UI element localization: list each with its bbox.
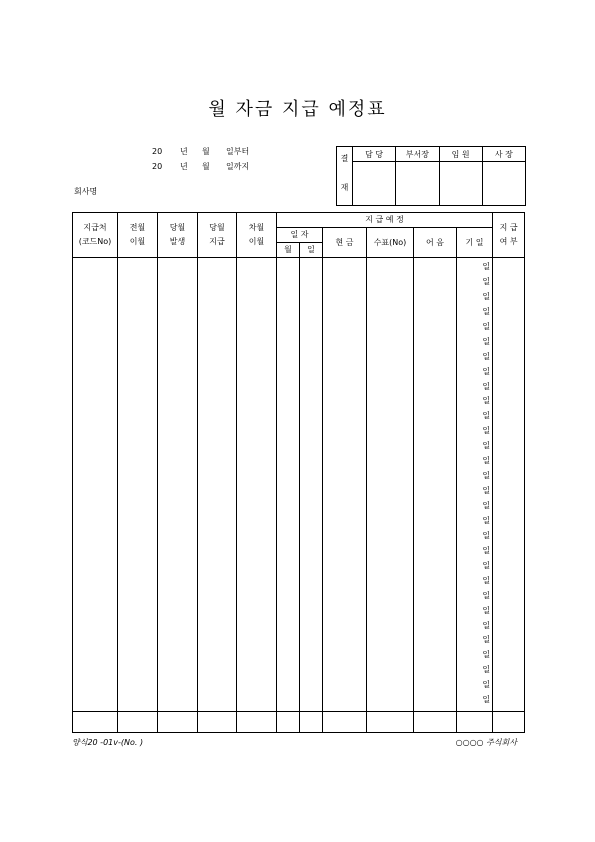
day-mark: 일 bbox=[482, 381, 491, 391]
total-cash[interactable] bbox=[323, 712, 367, 733]
day-mark: 일 bbox=[482, 426, 491, 436]
approval-sign-executive[interactable] bbox=[439, 162, 482, 206]
day-mark: 일 bbox=[482, 680, 491, 690]
day-mark: 일 bbox=[482, 366, 491, 376]
day-mark: 일 bbox=[482, 486, 491, 496]
total-payee[interactable] bbox=[73, 712, 118, 733]
total-month[interactable] bbox=[277, 712, 300, 733]
header-due-date: 기 일 bbox=[457, 228, 493, 258]
day-mark: 일 bbox=[482, 665, 491, 675]
header-prev-carry bbox=[118, 213, 158, 258]
day-mark: 일 bbox=[482, 396, 491, 406]
day-mark: 일 bbox=[482, 515, 491, 525]
cell-cash[interactable] bbox=[323, 258, 367, 712]
day-mark: 일 bbox=[482, 441, 491, 451]
day-mark: 일 bbox=[482, 291, 491, 301]
period-to-month-unit: 월 bbox=[202, 162, 210, 171]
page-title: 월 자금 지급 예정표 bbox=[208, 99, 387, 120]
approval-header-president: 사 장 bbox=[482, 147, 525, 162]
approval-header-executive: 임 원 bbox=[439, 147, 482, 162]
header-prev-line1: 전월 bbox=[129, 223, 146, 232]
header-payee bbox=[73, 213, 118, 258]
payment-schedule-table bbox=[72, 212, 525, 733]
header-check: 수표(No) bbox=[367, 228, 414, 258]
period-to bbox=[152, 161, 249, 172]
cell-status[interactable] bbox=[493, 258, 525, 712]
cell-prev-carry[interactable] bbox=[118, 258, 158, 712]
total-current-paid[interactable] bbox=[198, 712, 237, 733]
period-from-day-unit: 일부터 bbox=[226, 147, 250, 156]
cell-next-carry[interactable] bbox=[237, 258, 277, 712]
total-bill[interactable] bbox=[414, 712, 457, 733]
approval-sign-dept-head[interactable] bbox=[396, 162, 439, 206]
cell-due-date[interactable] bbox=[457, 258, 493, 712]
period-from bbox=[152, 146, 249, 157]
total-current-occurred[interactable] bbox=[158, 712, 198, 733]
form-number: 양식20 -01v-(No. ) bbox=[72, 738, 144, 747]
day-mark: 일 bbox=[482, 590, 491, 600]
cell-check[interactable] bbox=[367, 258, 414, 712]
table-row bbox=[73, 258, 525, 712]
footer-company: ○○○○ 주식회사 bbox=[455, 738, 517, 747]
day-mark: 일 bbox=[482, 605, 491, 615]
header-prev-line2: 이월 bbox=[129, 237, 146, 246]
day-mark: 일 bbox=[482, 411, 491, 421]
total-day[interactable] bbox=[300, 712, 323, 733]
approval-sign-president[interactable] bbox=[482, 162, 525, 206]
approval-sign-staff[interactable] bbox=[353, 162, 396, 206]
header-bill: 어 음 bbox=[414, 228, 457, 258]
header-next-carry bbox=[237, 213, 277, 258]
header-payee-line1: 지급처 bbox=[83, 223, 107, 232]
day-mark: 일 bbox=[482, 276, 491, 286]
day-mark: 일 bbox=[482, 321, 491, 331]
total-check[interactable] bbox=[367, 712, 414, 733]
day-mark: 일 bbox=[482, 456, 491, 466]
period-to-day-unit: 일까지 bbox=[226, 162, 250, 171]
cell-current-paid[interactable] bbox=[198, 258, 237, 712]
day-mark: 일 bbox=[482, 635, 491, 645]
day-mark: 일 bbox=[482, 351, 491, 361]
header-current-occurred bbox=[158, 213, 198, 258]
cell-day[interactable] bbox=[300, 258, 323, 712]
day-mark: 일 bbox=[482, 650, 491, 660]
header-current-paid bbox=[198, 213, 237, 258]
period-from-month-unit: 월 bbox=[202, 147, 210, 156]
period-from-year: 20 bbox=[152, 147, 163, 156]
approval-box bbox=[336, 146, 526, 206]
header-month: 월 bbox=[277, 243, 300, 258]
header-cash: 현 금 bbox=[323, 228, 367, 258]
day-mark: 일 bbox=[482, 575, 491, 585]
header-occur-line1: 당월 bbox=[169, 223, 186, 232]
period-to-year: 20 bbox=[152, 162, 163, 171]
day-mark: 일 bbox=[482, 306, 491, 316]
day-mark: 일 bbox=[482, 471, 491, 481]
cell-bill[interactable] bbox=[414, 258, 457, 712]
cell-payee[interactable] bbox=[73, 258, 118, 712]
day-mark: 일 bbox=[482, 262, 491, 271]
header-status-line2: 여 부 bbox=[499, 237, 518, 246]
header-paid-line1: 당월 bbox=[209, 223, 225, 232]
total-due-date[interactable] bbox=[457, 712, 493, 733]
header-payment-status bbox=[493, 213, 525, 258]
header-next-line1: 차월 bbox=[248, 223, 265, 232]
header-paid-line2: 지급 bbox=[209, 237, 225, 246]
approval-header-dept-head: 부서장 bbox=[396, 147, 439, 162]
total-status[interactable] bbox=[493, 712, 525, 733]
approval-header-staff: 담 당 bbox=[353, 147, 396, 162]
cell-month[interactable] bbox=[277, 258, 300, 712]
day-mark: 일 bbox=[482, 336, 491, 346]
approval-side-label bbox=[337, 147, 353, 206]
day-mark: 일 bbox=[482, 545, 491, 555]
day-mark: 일 bbox=[482, 501, 491, 510]
day-mark: 일 bbox=[482, 530, 491, 540]
header-date-group: 일 자 bbox=[277, 228, 323, 243]
header-schedule-group: 지 급 예 정 bbox=[277, 213, 493, 228]
header-day: 일 bbox=[300, 243, 323, 258]
day-mark: 일 bbox=[482, 695, 491, 705]
approval-side-bottom: 재 bbox=[340, 183, 349, 192]
header-next-line2: 이월 bbox=[248, 237, 265, 246]
approval-side-top: 결 bbox=[340, 154, 349, 163]
total-prev-carry[interactable] bbox=[118, 712, 158, 733]
total-next-carry[interactable] bbox=[237, 712, 277, 733]
company-name-label: 회사명 bbox=[74, 187, 98, 196]
header-status-line1: 지 급 bbox=[499, 223, 518, 232]
period-to-year-unit: 년 bbox=[180, 162, 188, 171]
header-occur-line2: 발생 bbox=[169, 237, 186, 246]
header-payee-line2: (코드No) bbox=[78, 237, 112, 246]
day-mark: 일 bbox=[482, 620, 491, 630]
period-from-year-unit: 년 bbox=[180, 147, 188, 156]
day-mark: 일 bbox=[482, 560, 491, 570]
table-total-row bbox=[73, 712, 525, 733]
cell-current-occurred[interactable] bbox=[158, 258, 198, 712]
